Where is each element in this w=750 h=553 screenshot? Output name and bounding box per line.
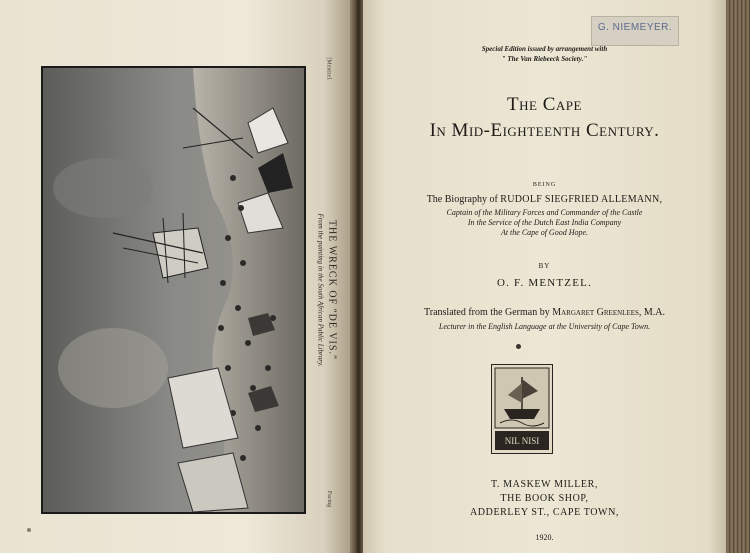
printers-device [491, 364, 553, 454]
biography-prefix: The Biography of [426, 194, 498, 205]
translator-title: Lecturer in the English Language at the University of Cape Town. [438, 322, 651, 331]
subject-description [363, 208, 726, 238]
plate-caption [307, 57, 347, 520]
publisher-line-1: T. MASKEW MILLER, [490, 479, 599, 490]
facing-note-bottom: Facing [326, 490, 333, 508]
page-edges [726, 0, 750, 553]
ship-emblem-icon [492, 365, 552, 453]
book-title-line-2: In Mid-Eighteenth Century. [429, 120, 660, 141]
author-name: O. F. MENTZEL. [496, 277, 593, 289]
biography-name: RUDOLF SIEGFRIED ALLEMANN, [500, 194, 663, 205]
translation-line [363, 307, 726, 319]
book-title-line-1: The Cape [507, 94, 582, 115]
edition-line-2: " The Van Riebeeck Society." [501, 55, 588, 63]
publisher-block [363, 478, 726, 520]
by-label: BY [538, 262, 551, 270]
plate-caption-title: THE WRECK OF "DE VIS." [326, 219, 338, 361]
publisher-line-2: THE BOOK SHOP, [500, 493, 589, 504]
edition-line-1: Special Edition issued by arrangement with [481, 45, 608, 53]
translation-prefix: Translated from the German by [424, 307, 550, 318]
page-mark [27, 528, 31, 532]
edition-note [363, 44, 726, 64]
book-title [363, 92, 726, 144]
shipwreck-painting [43, 68, 304, 512]
publication-year: 1920. [535, 533, 554, 542]
being-label: BEING [532, 182, 557, 188]
ink-dot [516, 344, 521, 349]
description-line-3: At the Cape of Good Hope. [500, 228, 589, 237]
biography-line [363, 194, 726, 206]
frontispiece-plate [41, 66, 306, 514]
owner-stamp [591, 16, 679, 46]
facing-note-top: [Mentzel. [325, 57, 332, 81]
book-gutter [350, 0, 364, 553]
plate-caption-source: From the painting in the South African Public Library. [316, 213, 325, 367]
description-line-1: Captain of the Military Forces and Commander of the Castle [446, 208, 643, 217]
translator-name: Margaret Greenlees, M.A. [552, 307, 665, 318]
publisher-line-3: ADDERLEY ST., CAPE TOWN, [469, 507, 620, 518]
description-line-2: In the Service of the Dutch East India Company [467, 218, 622, 227]
device-motto: NIL NISI [504, 436, 540, 446]
owner-stamp-text: G. NIEMEYER. [597, 22, 673, 33]
left-page [0, 0, 352, 553]
